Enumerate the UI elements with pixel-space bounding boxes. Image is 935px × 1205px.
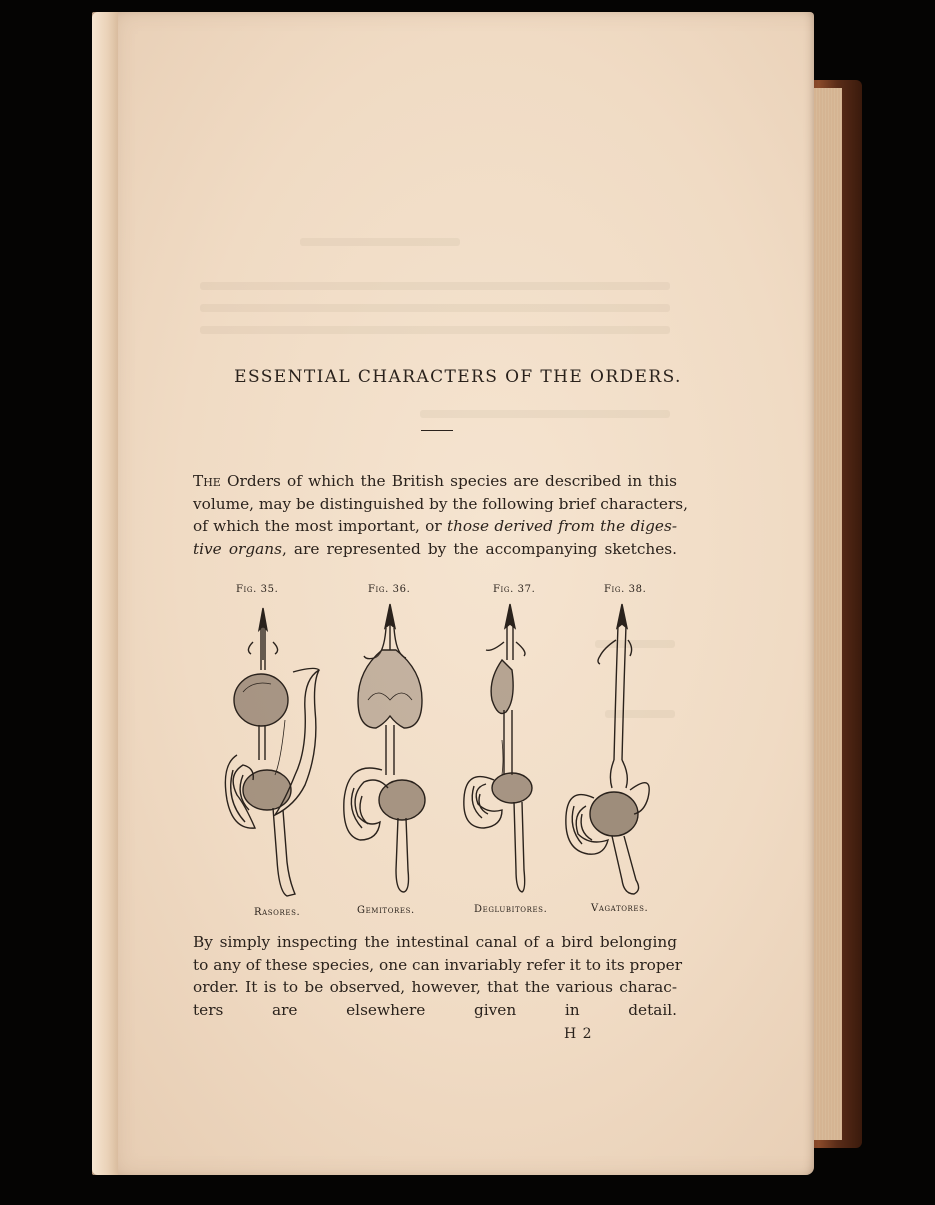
closing-line-4: ters are elsewhere given in detail. [193, 1000, 677, 1019]
intro-line-3: of which the most important, or those derived from the diges- [193, 517, 677, 535]
closing-line-3: order. It is to be observed, however, that the various charac- [193, 978, 677, 996]
intro-line-1: The Orders of which the British species are described in this [193, 472, 677, 490]
vagatores-digestive-sketch [560, 600, 660, 900]
deglubitores-caption: Deglubitores. [474, 904, 548, 915]
gemitores-digestive-sketch [338, 600, 438, 900]
fig-38-label: Fig. 38. [604, 584, 647, 595]
fig-37-label: Fig. 37. [493, 584, 536, 595]
closing-line-1: By simply inspecting the intestinal canal of a bird belonging [193, 933, 677, 951]
intro-line-4: tive organs, are represented by the accompanying sketches. [193, 539, 677, 558]
page-title: ESSENTIAL CHARACTERS OF THE ORDERS. [234, 367, 682, 387]
gemitores-caption: Gemitores. [357, 905, 415, 916]
rasores-digestive-sketch [215, 600, 325, 900]
page-number: H 2 [564, 1026, 593, 1042]
rasores-caption: Rasores. [254, 907, 301, 918]
closing-paragraph [193, 931, 683, 1021]
title-rule [421, 430, 453, 431]
fig-35-label: Fig. 35. [236, 584, 279, 595]
vagatores-caption: Vagatores. [591, 903, 649, 914]
deglubitores-digestive-sketch [462, 600, 552, 900]
fig-36-label: Fig. 36. [368, 584, 411, 595]
closing-line-2: to any of these species, one can invariably refer it to its proper [193, 955, 683, 974]
intro-paragraph [193, 470, 688, 560]
page-gutter [92, 12, 118, 1175]
intro-line-2: volume, may be distinguished by the following brief characters, [193, 494, 688, 513]
